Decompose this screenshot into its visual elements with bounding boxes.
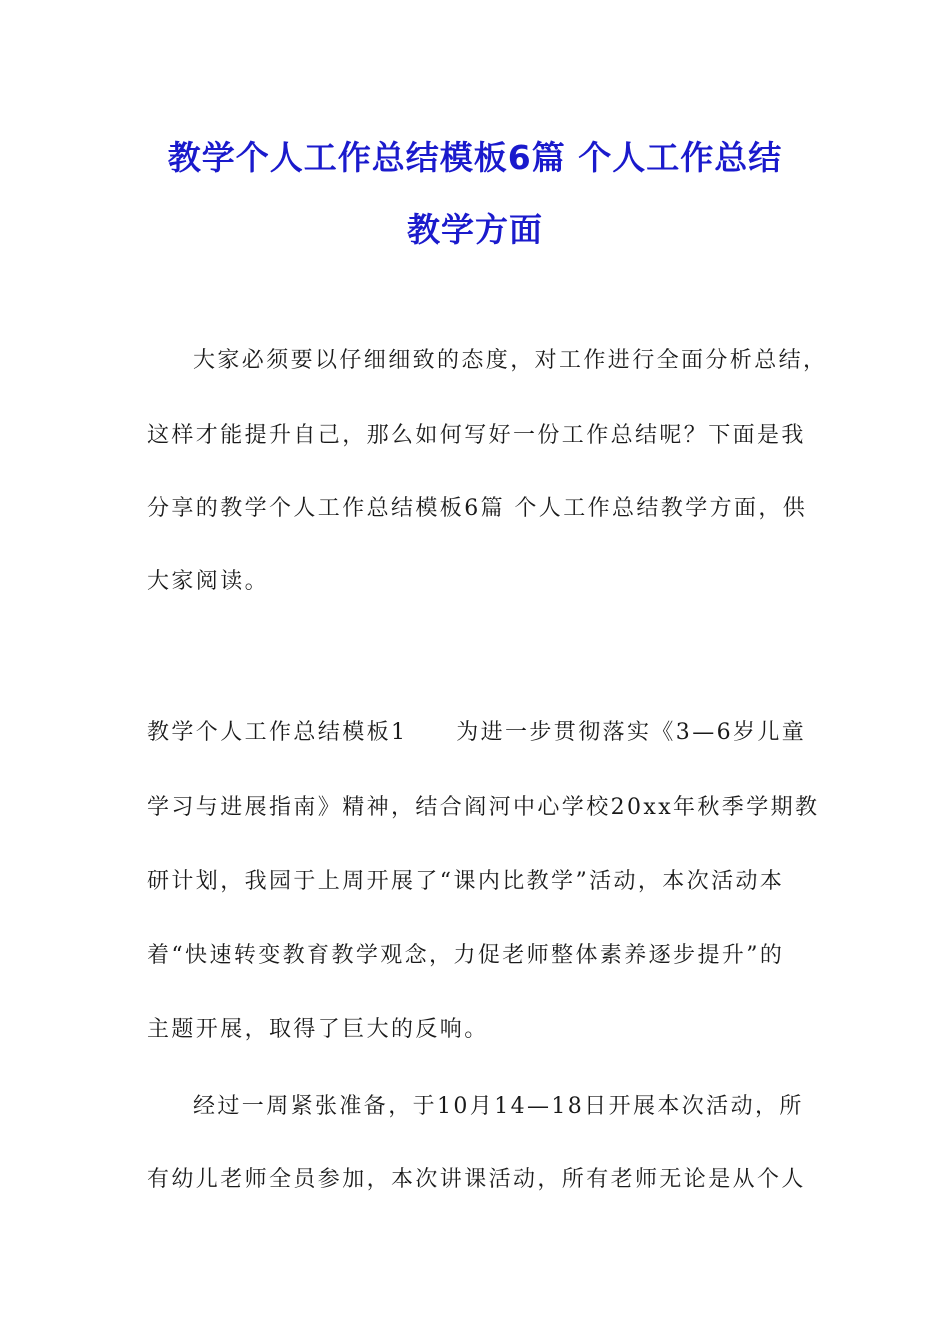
intro-line-2: 这样才能提升自己，那么如何写好一份工作总结呢？下面是我	[147, 423, 806, 448]
section1-line-4: 着“快速转变教育教学观念，力促老师整体素养逐步提升”的	[147, 943, 785, 968]
section1-line-3: 研计划，我园于上周开展了“课内比教学”活动，本次活动本	[147, 869, 785, 894]
document-title-line-2: 教学方面	[407, 210, 543, 249]
intro-line-4: 大家阅读。	[147, 569, 270, 594]
section2-line-1: 经过一周紧张准备，于10月14—18日开展本次活动，所	[193, 1094, 804, 1119]
intro-line-1: 大家必须要以仔细细致的态度，对工作进行全面分析总结，	[193, 348, 828, 373]
section1-line-5: 主题开展，取得了巨大的反响。	[147, 1017, 489, 1042]
section2-line-2: 有幼儿老师全员参加，本次讲课活动，所有老师无论是从个人	[147, 1167, 806, 1192]
document-title-line-1: 教学个人工作总结模板6篇 个人工作总结	[167, 138, 783, 177]
section1-line-2: 学习与进展指南》精神，结合阎河中心学校20xx年秋季学期教	[147, 795, 820, 820]
section1-line-1: 教学个人工作总结模板1 为进一步贯彻落实《3—6岁儿童	[147, 720, 807, 745]
intro-line-3: 分享的教学个人工作总结模板6篇 个人工作总结教学方面，供	[147, 496, 808, 521]
